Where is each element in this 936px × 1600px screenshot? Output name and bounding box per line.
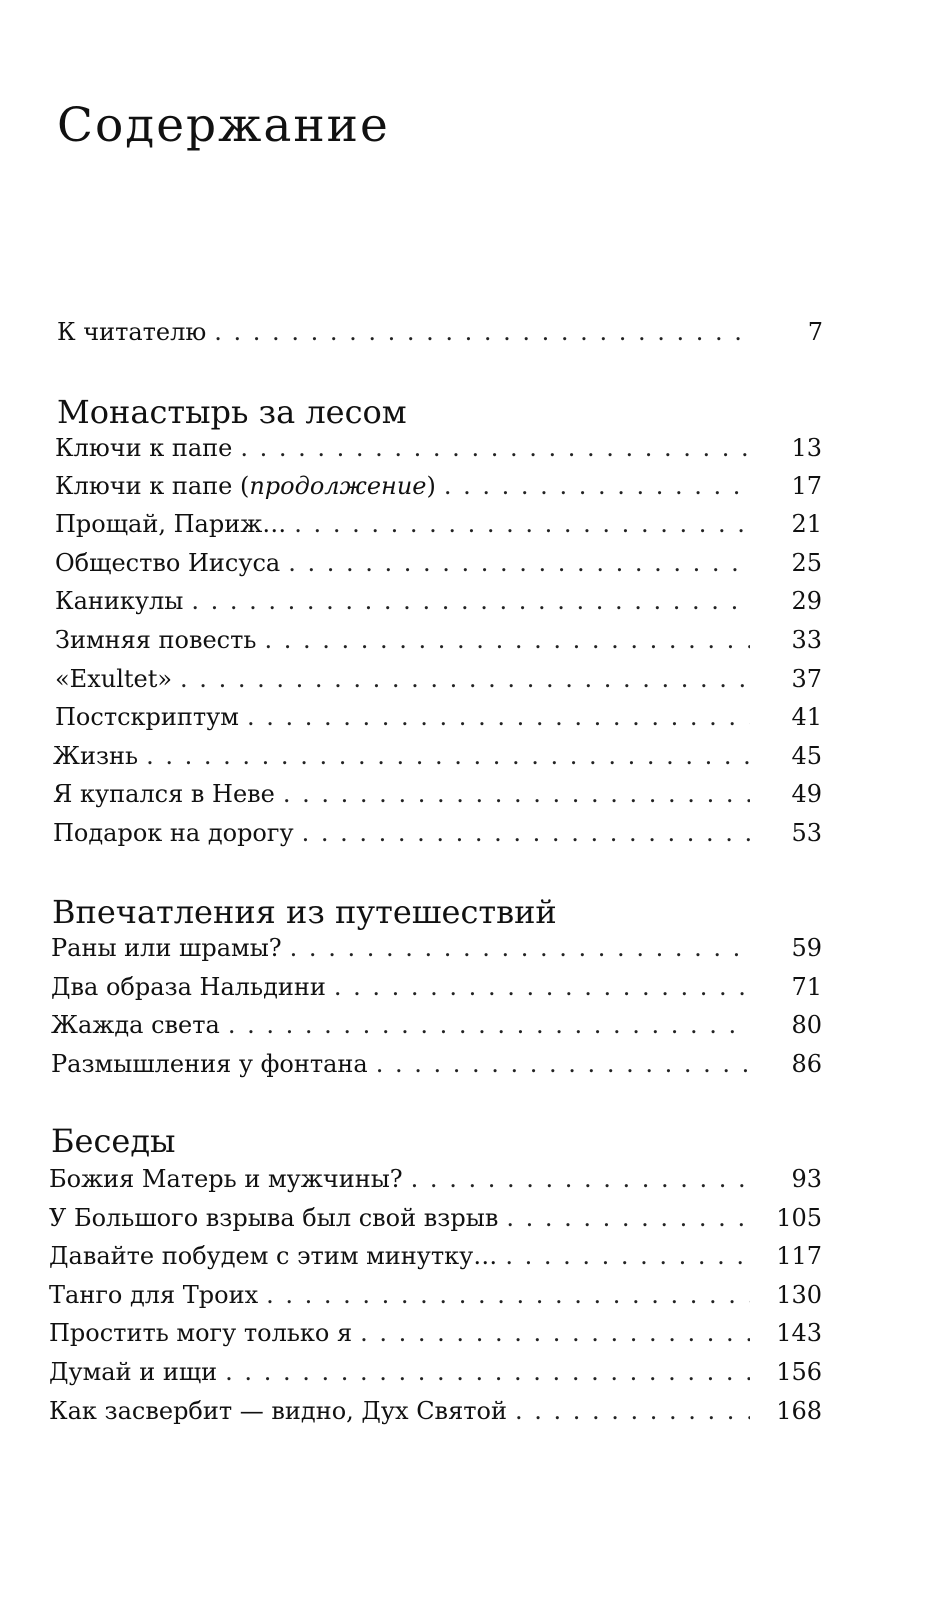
dot-leader	[288, 549, 750, 577]
toc-entry[interactable]	[51, 934, 822, 972]
dot-leader	[290, 934, 750, 962]
dot-leader	[334, 973, 750, 1001]
toc-entry-title: Давайте побудем с этим минутку…	[49, 1242, 498, 1270]
dot-leader	[240, 434, 750, 462]
toc-entry-title: Ключи к папе (продолжение)	[55, 472, 436, 500]
section-heading: Монастырь за лесом	[57, 393, 407, 431]
toc-entry-title: Простить могу только я	[49, 1319, 353, 1347]
toc-entry-page: 29	[791, 587, 822, 615]
dot-leader	[214, 318, 751, 346]
toc-entry-title-italic: продолжение	[249, 472, 427, 500]
toc-entry-page: 7	[807, 318, 823, 346]
dot-leader	[376, 1050, 750, 1078]
toc-entry-title: Подарок на дорогу	[53, 819, 294, 847]
toc-entry[interactable]	[49, 1281, 822, 1319]
toc-entry-page: 168	[776, 1397, 822, 1425]
toc-entry-page: 93	[791, 1165, 822, 1193]
toc-entry[interactable]	[49, 1319, 822, 1357]
toc-entry-page: 80	[791, 1011, 822, 1039]
section-heading: Беседы	[51, 1122, 176, 1160]
toc-entry[interactable]	[55, 587, 822, 625]
toc-entry[interactable]	[49, 1358, 822, 1396]
toc-entry-page: 117	[776, 1242, 822, 1270]
toc-entry-title: Общество Иисуса	[55, 549, 281, 577]
toc-entry[interactable]	[55, 434, 822, 472]
dot-leader	[228, 1011, 750, 1039]
dot-leader	[515, 1397, 750, 1425]
toc-entry[interactable]	[49, 1204, 822, 1242]
toc-entry-page: 21	[791, 510, 822, 538]
toc-entry-title: «Exultet»	[55, 665, 173, 693]
toc-entry-intro[interactable]	[57, 318, 823, 356]
toc-entry-title: Постскриптум	[55, 703, 239, 731]
toc-entry-title: Божия Матерь и мужчины?	[49, 1165, 403, 1193]
dot-leader	[444, 472, 750, 500]
toc-entry[interactable]	[51, 1050, 822, 1088]
toc-entry-title: Жажда света	[51, 1011, 220, 1039]
dot-leader	[360, 1319, 750, 1347]
dot-leader	[283, 780, 750, 808]
toc-entry[interactable]	[53, 742, 822, 780]
toc-entry-title: Жизнь	[53, 742, 139, 770]
toc-entry-page: 13	[791, 434, 822, 462]
dot-leader	[247, 703, 750, 731]
toc-entry[interactable]	[53, 819, 822, 857]
toc-entry-title: Зимняя повесть	[55, 626, 257, 654]
toc-entry-page: 71	[791, 973, 822, 1001]
toc-entry-title: Размышления у фонтана	[51, 1050, 368, 1078]
toc-entry-page: 143	[776, 1319, 822, 1347]
page-title: Содержание	[57, 98, 390, 153]
toc-entry-title: Я купался в Неве	[53, 780, 275, 808]
toc-entry-page: 45	[791, 742, 822, 770]
toc-entry-page: 17	[791, 472, 822, 500]
section-heading: Впечатления из путешествий	[52, 893, 557, 931]
toc-entry[interactable]	[53, 780, 822, 818]
toc-entry[interactable]	[55, 703, 822, 741]
toc-entry-title: Танго для Троих	[49, 1281, 259, 1309]
dot-leader	[294, 510, 750, 538]
toc-entry-title: Думай и ищи	[49, 1358, 218, 1386]
toc-entry-title: К читателю	[57, 318, 207, 346]
toc-entry-page: 59	[791, 934, 822, 962]
toc-entry[interactable]	[51, 973, 822, 1011]
toc-entry-title: Раны или шрамы?	[51, 934, 282, 962]
dot-leader	[266, 1281, 750, 1309]
toc-entry[interactable]	[51, 1011, 822, 1049]
dot-leader	[146, 742, 750, 770]
dot-leader	[264, 626, 750, 654]
toc-entry[interactable]	[55, 549, 822, 587]
toc-entry[interactable]	[55, 626, 822, 664]
toc-entry-page: 130	[776, 1281, 822, 1309]
toc-entry-page: 86	[791, 1050, 822, 1078]
toc-entry-page: 49	[791, 780, 822, 808]
dot-leader	[411, 1165, 750, 1193]
toc-entry-page: 37	[791, 665, 822, 693]
toc-entry-page: 105	[776, 1204, 822, 1232]
toc-entry[interactable]	[49, 1165, 822, 1203]
toc-entry-title: Как засвербит — видно, Дух Святой	[49, 1397, 507, 1425]
toc-entry-page: 41	[791, 703, 822, 731]
toc-entry-title: Ключи к папе	[55, 434, 233, 462]
toc-entry[interactable]	[55, 472, 822, 510]
toc-entry[interactable]	[49, 1397, 822, 1435]
toc-entry-page: 25	[791, 549, 822, 577]
toc-entry-title: У Большого взрыва был свой взрыв	[49, 1204, 499, 1232]
dot-leader	[505, 1242, 750, 1270]
dot-leader	[302, 819, 750, 847]
toc-entry-title: Прощай, Париж…	[55, 510, 287, 538]
toc-entry-page: 33	[791, 626, 822, 654]
dot-leader	[180, 665, 750, 693]
dot-leader	[225, 1358, 750, 1386]
toc-entry[interactable]	[55, 510, 822, 548]
toc-entry-title: Каникулы	[55, 587, 184, 615]
dot-leader	[506, 1204, 750, 1232]
toc-entry-title: Два образа Нальдини	[51, 973, 326, 1001]
toc-entry[interactable]	[49, 1242, 822, 1280]
dot-leader	[191, 587, 750, 615]
toc-entry-page: 53	[791, 819, 822, 847]
toc-entry-page: 156	[776, 1358, 822, 1386]
toc-entry[interactable]	[55, 665, 822, 703]
